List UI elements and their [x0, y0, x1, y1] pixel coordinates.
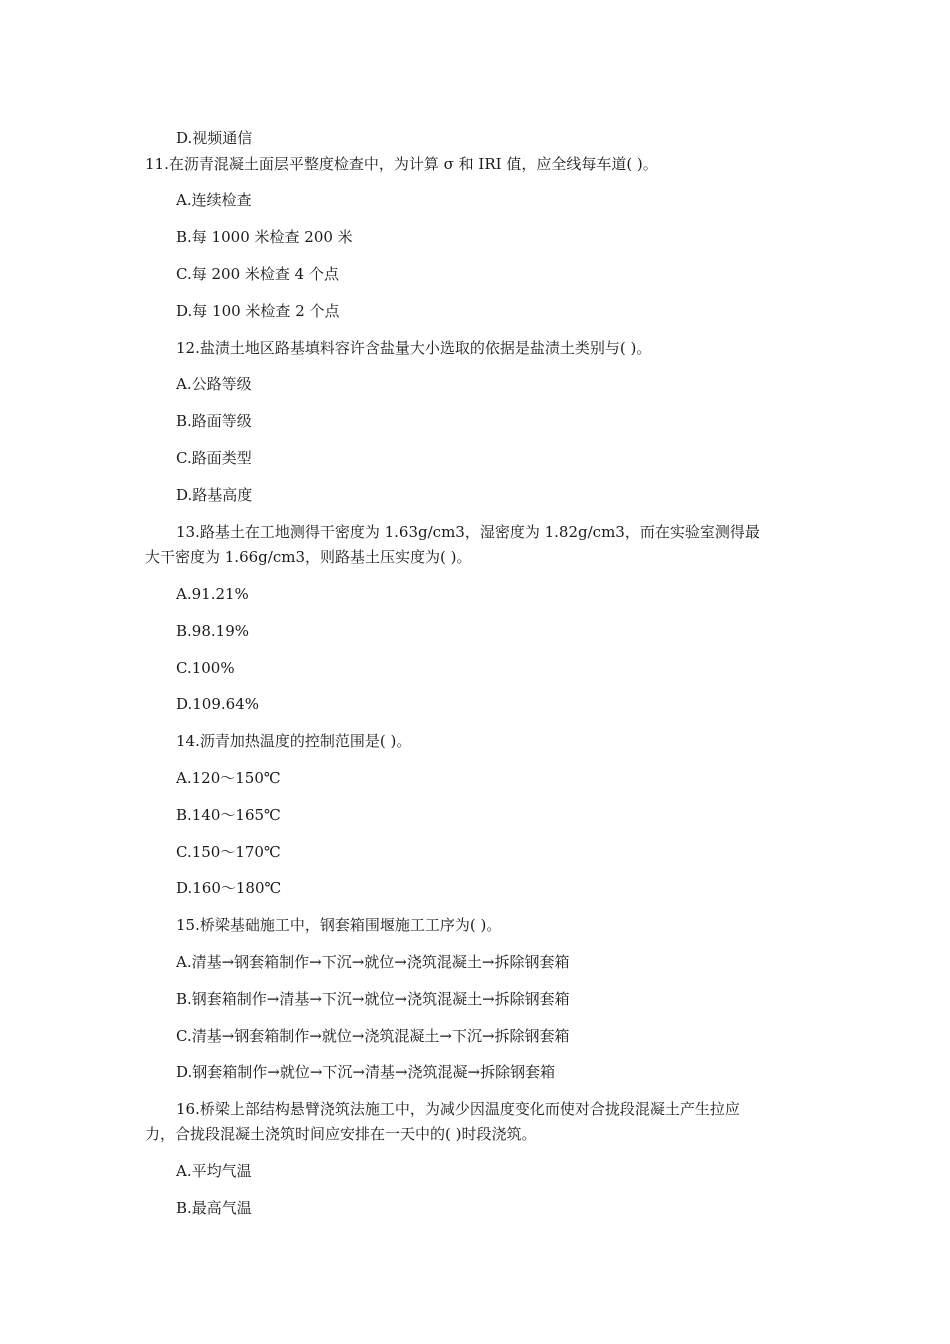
q13-option-b: B.98.19%: [176, 622, 249, 640]
q12-option-b: B.路面等级: [176, 412, 252, 430]
q11-option-a: A.连续检查: [176, 191, 252, 209]
q15-option-d: D.钢套箱制作→就位→下沉→清基→浇筑混凝→拆除钢套箱: [176, 1063, 556, 1081]
q16-option-b: B.最高气温: [176, 1199, 252, 1217]
q16-stem-line1: 16.桥梁上部结构悬臂浇筑法施工中，为减少因温度变化而使对合拢段混凝土产生拉应: [176, 1100, 740, 1118]
q13-option-d: D.109.64%: [176, 695, 259, 713]
q12-option-d: D.路基高度: [176, 486, 253, 504]
q14-stem: 14.沥青加热温度的控制范围是( )。: [176, 732, 412, 750]
q13-stem-line1: 13.路基土在工地测得干密度为 1.63g/cm3，湿密度为 1.82g/cm3，而在实验室测得最: [176, 523, 760, 541]
q12-option-c: C.路面类型: [176, 449, 252, 467]
q11-option-d: D.每 100 米检查 2 个点: [176, 302, 340, 320]
q14-option-a: A.120～150℃: [176, 769, 281, 787]
q11-option-c: C.每 200 米检查 4 个点: [176, 265, 339, 283]
q11-stem: 11.在沥青混凝土面层平整度检查中，为计算 σ 和 IRI 值，应全线每车道( )。: [145, 155, 658, 173]
q10-option-d: D.视频通信: [176, 129, 253, 147]
q14-option-b: B.140～165℃: [176, 806, 281, 824]
q15-option-a: A.清基→钢套箱制作→下沉→就位→浇筑混凝土→拆除钢套箱: [176, 953, 570, 971]
q12-option-a: A.公路等级: [176, 375, 252, 393]
q14-option-c: C.150～170℃: [176, 843, 281, 861]
q15-option-b: B.钢套箱制作→清基→下沉→就位→浇筑混凝土→拆除钢套箱: [176, 990, 570, 1008]
q15-stem: 15.桥梁基础施工中，钢套箱围堰施工工序为( )。: [176, 916, 502, 934]
q13-option-a: A.91.21%: [176, 585, 249, 603]
q12-stem: 12.盐渍土地区路基填料容许含盐量大小选取的依据是盐渍土类别与( )。: [176, 339, 652, 357]
q13-option-c: C.100%: [176, 659, 235, 677]
q13-stem-line2: 大干密度为 1.66g/cm3，则路基土压实度为( )。: [145, 548, 472, 566]
q16-option-a: A.平均气温: [176, 1162, 252, 1180]
q11-option-b: B.每 1000 米检查 200 米: [176, 228, 353, 246]
q15-option-c: C.清基→钢套箱制作→就位→浇筑混凝土→下沉→拆除钢套箱: [176, 1027, 570, 1045]
q16-stem-line2: 力，合拢段混凝土浇筑时间应安排在一天中的( )时段浇筑。: [145, 1125, 537, 1143]
q14-option-d: D.160～180℃: [176, 879, 282, 897]
